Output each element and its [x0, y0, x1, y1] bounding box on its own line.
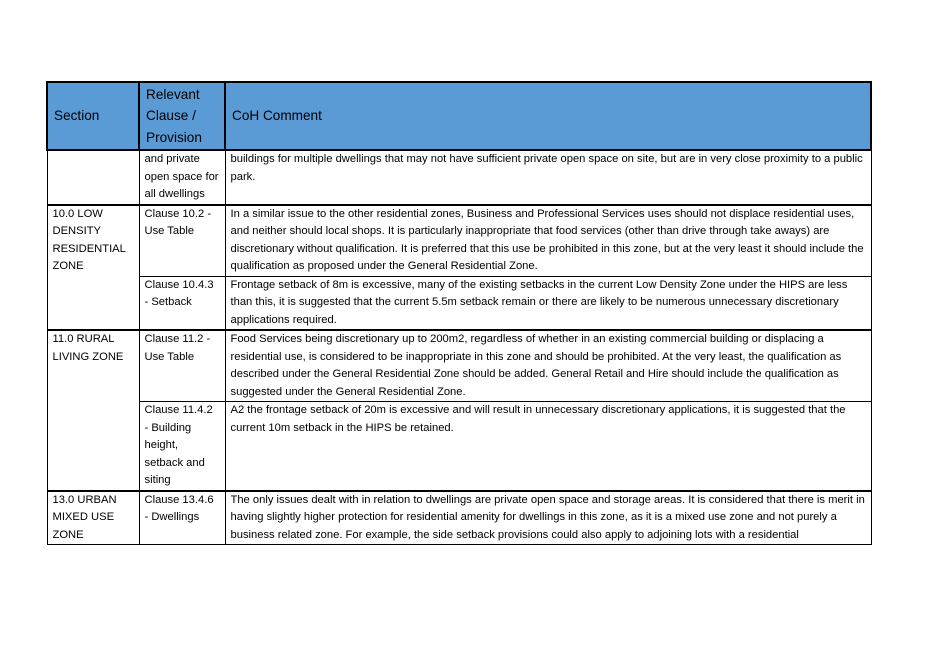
section-text: 13.0 URBAN MIXED USE ZONE	[52, 493, 117, 541]
table-header-row	[47, 82, 871, 150]
clause-cell: Clause 11.4.2 - Building height, setback and siting	[139, 402, 225, 491]
clause-cell: Clause 10.4.3 - Setback	[139, 276, 225, 330]
table-row	[47, 276, 871, 330]
clause-cell	[139, 491, 225, 545]
section-cell	[47, 150, 139, 205]
comment-cell: Food Services being discretionary up to 200m2, regardless of whether in an existing commercial building or displacing a residential use, is considered to be inappropriate in this zone and should be prohibited. At the very least, the qualification as described under the General Residential Zone should be added. General Retail and Hire should include the qualification as suggested under the General Residential Zone.	[225, 330, 871, 402]
comment-cell: buildings for multiple dwellings that may not have sufficient private open space on site, but are in very close proximity to a public park.	[225, 150, 871, 205]
comment-cell: Frontage setback of 8m is excessive, many of the existing setbacks in the current Low Density Zone under the HIPS are less than this, it is suggested that the current 5.5m setback remain or there are likely to be numerous unnecessary discretionary applications required.	[225, 276, 871, 330]
table-row	[47, 150, 871, 205]
comment-cell: In a similar issue to the other residential zones, Business and Professional Services uses should not displace residential uses, and neither should local shops. It is particularly inappropriate that food services (other than drive through take aways) are discretionary without qualification. It is preferred that this use be prohibited in this zone, but at the very least it should include the qualification as proposed under the General Residential Zone.	[225, 205, 871, 277]
table-row	[47, 330, 871, 402]
comment-cell	[225, 491, 871, 545]
header-comment: CoH Comment	[225, 82, 871, 150]
section-cell	[47, 491, 139, 545]
section-cell: 10.0 LOW DENSITY RESIDENTIAL ZONE	[47, 205, 139, 331]
table-row	[47, 402, 871, 491]
clause-cell: Clause 11.2 - Use Table	[139, 330, 225, 402]
comment-text: The only issues dealt with in relation to dwellings are private open space and storage areas. It is considered that there is merit in having slightly higher protection for residential amenity for dwellings in this zone, as it is a mixed use zone and not purely a business related zone. For example, the side setback provisions could also apply to adjoining lots with a residential	[230, 493, 865, 541]
header-clause: Relevant Clause / Provision	[139, 82, 225, 150]
table-row	[47, 205, 871, 277]
section-cell: 11.0 RURAL LIVING ZONE	[47, 330, 139, 491]
clause-cell: and private open space for all dwellings	[139, 150, 225, 205]
clause-cell: Clause 10.2 - Use Table	[139, 205, 225, 277]
header-section: Section	[47, 82, 139, 150]
comment-cell: A2 the frontage setback of 20m is excessive and will result in unnecessary discretionary applications, it is suggested that the current 10m setback in the HIPS be retained.	[225, 402, 871, 491]
clause-text: Clause 13.4.6 - Dwellings	[144, 493, 214, 523]
comments-table	[46, 81, 872, 545]
table-row	[47, 491, 871, 545]
